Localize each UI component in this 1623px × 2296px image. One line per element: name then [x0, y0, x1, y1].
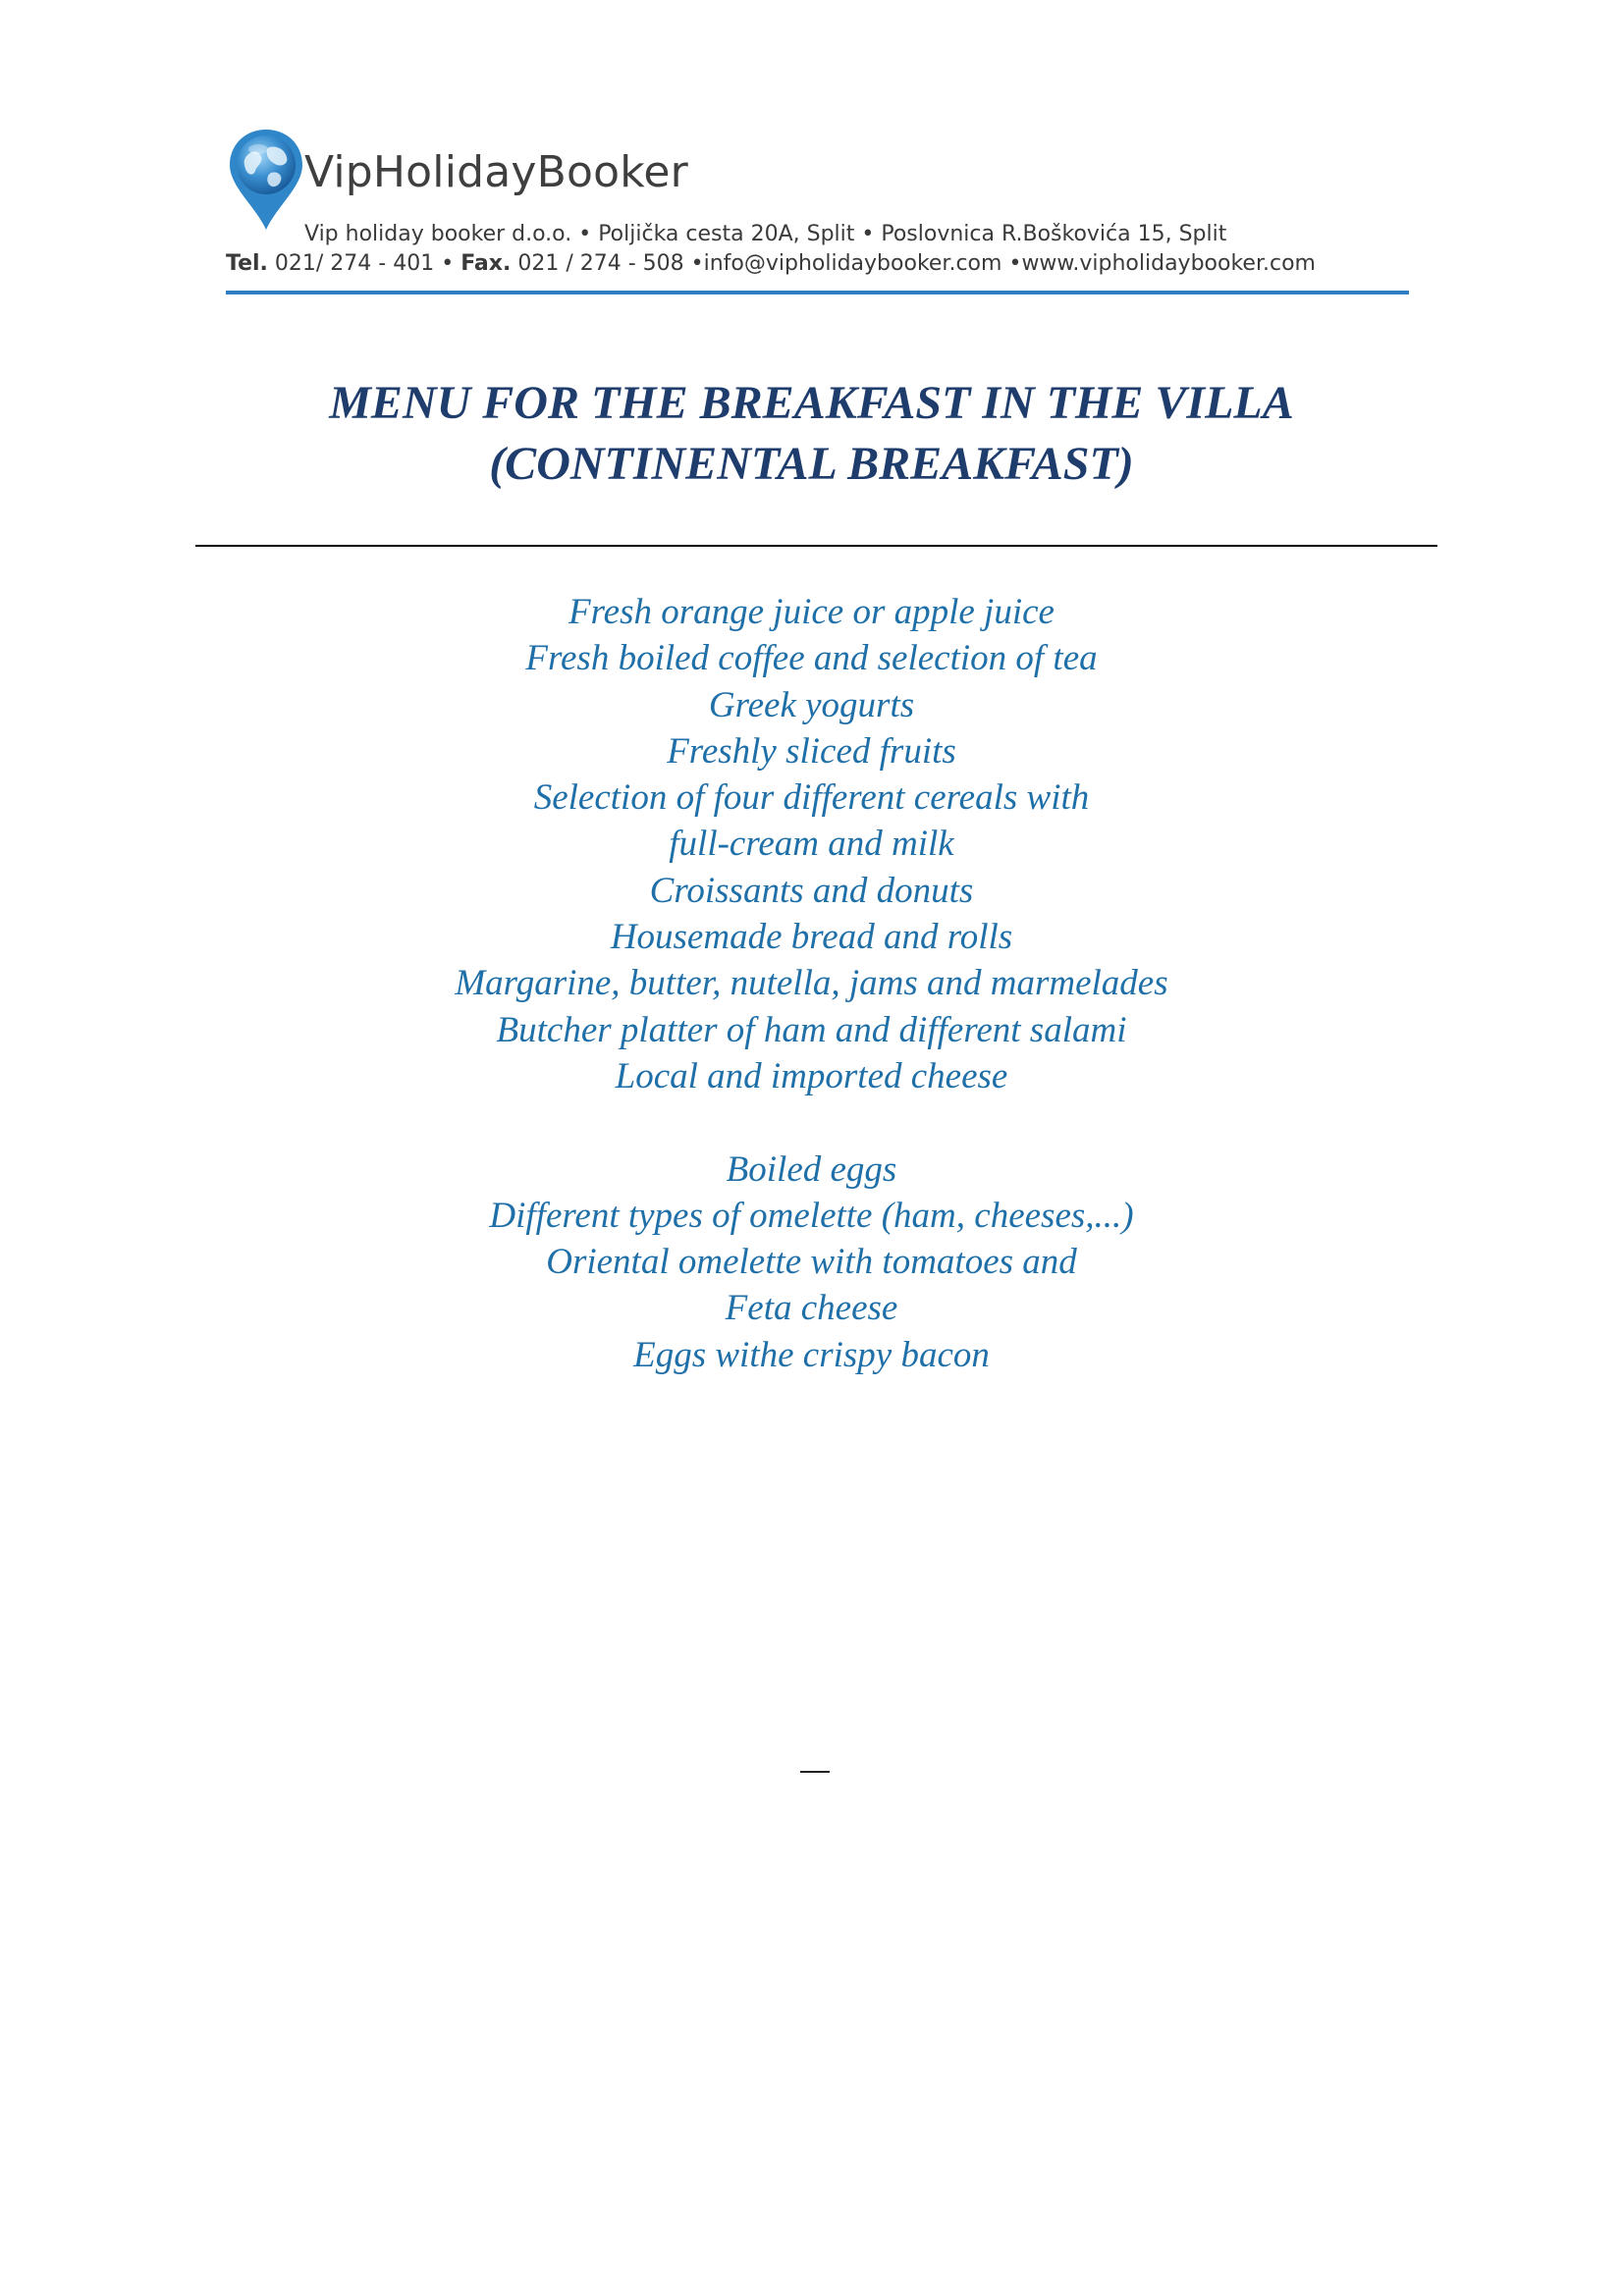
- menu-item: Feta cheese: [725, 1288, 898, 1329]
- tel-value: 021/ 274 - 401: [274, 251, 435, 276]
- menu-item: Margarine, butter, nutella, jams and marmelades: [455, 963, 1168, 1004]
- menu-group-spacer: [0, 1099, 1623, 1146]
- section-divider: [195, 545, 1437, 547]
- menu-item: Butcher platter of ham and different salami: [496, 1009, 1127, 1050]
- globe-map-pin-icon: [226, 126, 306, 234]
- menu-item: Different types of omelette (ham, cheeses,...): [489, 1195, 1134, 1236]
- menu-item: Oriental omelette with tomatoes and: [546, 1242, 1077, 1283]
- fax-label: Fax.: [460, 251, 512, 276]
- menu-item: Eggs withe crispy bacon: [633, 1334, 990, 1375]
- menu-item: Fresh orange juice or apple juice: [568, 592, 1055, 632]
- fax-value: 021 / 274 - 508: [517, 251, 684, 276]
- page-title: [0, 373, 1623, 495]
- menu-item: Fresh boiled coffee and selection of tea: [525, 638, 1098, 679]
- contact-line: Tel. 021/ 274 - 401 • Fax. 021 / 274 - 508 •info@vipholidaybooker.com •www.vipholidaybooker.com: [226, 251, 1316, 276]
- menu-item: Freshly sliced fruits: [667, 730, 956, 772]
- menu-item: Housemade bread and rolls: [610, 917, 1013, 958]
- brand-name: VipHolidayBooker: [304, 147, 688, 197]
- menu-item: Greek yogurts: [708, 684, 915, 725]
- menu-list: [0, 589, 1623, 1378]
- menu-item: Local and imported cheese: [615, 1055, 1008, 1096]
- letterhead-rule: [226, 291, 1409, 294]
- title-line-2: (CONTINENTAL BREAKFAST): [489, 438, 1134, 490]
- menu-item: Croissants and donuts: [649, 870, 974, 911]
- menu-item: Boiled eggs: [726, 1148, 897, 1190]
- letterhead: [226, 126, 1409, 297]
- title-line-1: MENU FOR THE BREAKFAST IN THE VILLA: [329, 377, 1294, 429]
- address-line: Vip holiday booker d.o.o. • Poljička cesta 20A, Split • Poslovnica R.Boškovića 15, Split: [304, 222, 1227, 246]
- page-dash: [800, 1771, 830, 1773]
- tel-label: Tel.: [226, 251, 268, 276]
- email-text: info@vipholidaybooker.com: [703, 251, 1002, 276]
- menu-item: full-cream and milk: [669, 824, 954, 865]
- menu-item: Selection of four different cereals with: [533, 777, 1090, 819]
- website-text: www.vipholidaybooker.com: [1021, 251, 1316, 276]
